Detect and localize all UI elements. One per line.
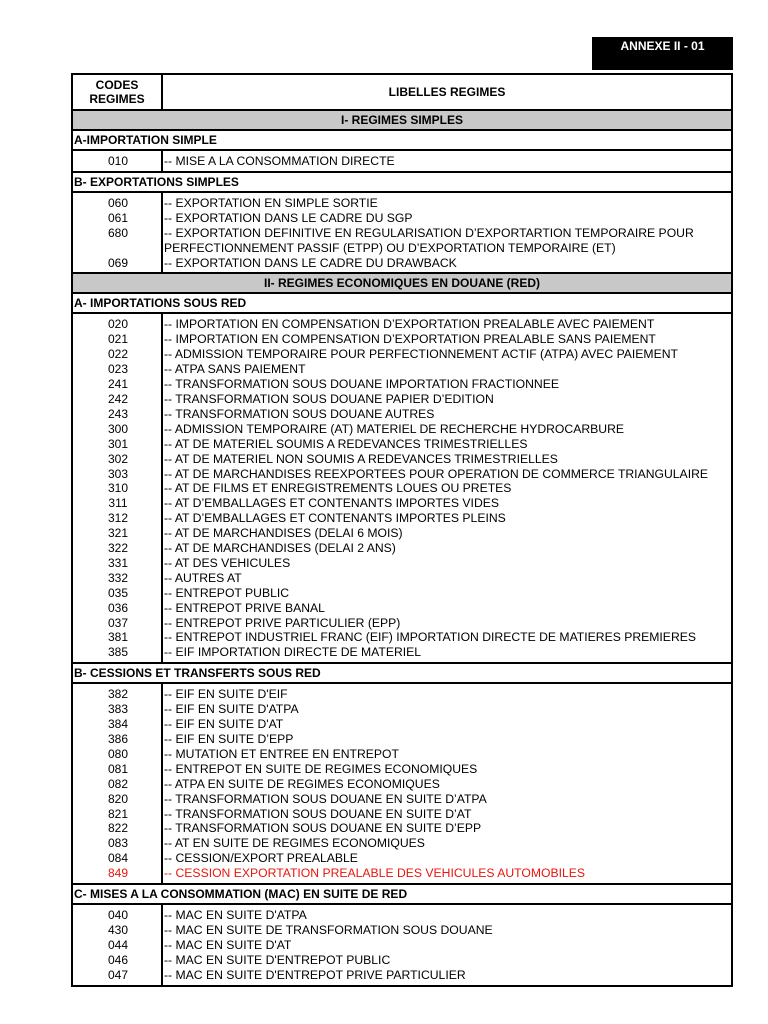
regime-label: -- MAC EN SUITE DE TRANSFORMATION SOUS DOUANE [164, 922, 493, 937]
labels-column [163, 905, 731, 985]
regime-label: -- ENTREPOT INDUSTRIEL FRANC (EIF) IMPORTATION DIRECTE DE MATIERES PREMIERES [164, 630, 696, 645]
libelles-header: LIBELLES REGIMES [388, 85, 506, 99]
regime-code: 303 [107, 466, 129, 481]
regime-code: 081 [107, 761, 129, 776]
part1-title: I- REGIMES SIMPLES [73, 111, 731, 131]
regime-code: 383 [107, 702, 129, 717]
regime-code: 384 [107, 717, 129, 732]
regime-code: 060 [107, 195, 129, 210]
regime-label: -- AT DES VEHICULES [164, 555, 291, 570]
regime-code: 047 [107, 967, 129, 982]
regime-code: 311 [108, 496, 128, 511]
labels-column [163, 684, 731, 883]
table-header [73, 75, 731, 111]
row-group [73, 151, 731, 173]
regime-label: -- MAC EN SUITE D'ATPA [164, 908, 307, 923]
regime-label: -- ADMISSION TEMPORAIRE POUR PERFECTIONNEMENT ACTIF (ATPA) AVEC PAIEMENT [164, 347, 678, 362]
regime-label: -- TRANSFORMATION SOUS DOUANE IMPORTATION FRACTIONNEE [164, 377, 559, 392]
section-title: C- MISES A LA CONSOMMATION (MAC) EN SUITE DE RED [73, 885, 731, 905]
regime-label: -- TRANSFORMATION SOUS DOUANE PAPIER D’EDITION [164, 391, 494, 406]
regime-code: 321 [107, 526, 129, 541]
codes-header-line1: CODES [95, 78, 139, 92]
regime-code: 243 [107, 406, 129, 421]
row-group [73, 684, 731, 885]
labels-column [163, 193, 731, 273]
codes-column [73, 193, 163, 273]
regime-label: -- AUTRES AT [164, 570, 242, 585]
regime-code: 010 [107, 154, 129, 168]
regime-code: 332 [107, 570, 129, 585]
regime-label: -- MUTATION ET ENTREE EN ENTREPOT [164, 746, 399, 761]
regime-label: -- EIF EN SUITE D’EPP [164, 732, 294, 746]
regime-code: 241 [107, 377, 129, 392]
section-title: B- CESSIONS ET TRANSFERTS SOUS RED [73, 664, 731, 684]
regime-label: -- AT DE FILMS ET ENREGISTREMENTS LOUES OU PRETES [164, 481, 512, 496]
regime-code: 820 [107, 791, 129, 806]
regime-label: -- AT D’EMBALLAGES ET CONTENANTS IMPORTES VIDES [164, 496, 499, 511]
regime-label: -- CESSION EXPORTATION PREALABLE DES VEHICULES AUTOMOBILES [164, 866, 586, 881]
annexe-label: ANNEXE II - 01 [592, 37, 733, 70]
regime-code: 242 [107, 391, 129, 406]
regime-label: -- ATPA EN SUITE DE REGIMES ECONOMIQUES [164, 776, 440, 791]
regimes-table [71, 73, 733, 987]
regime-code: 080 [107, 746, 129, 761]
regime-label: -- EIF IMPORTATION DIRECTE DE MATERIEL [164, 645, 422, 660]
section-title: B- EXPORTATIONS SIMPLES [73, 173, 731, 193]
regime-label: -- EIF EN SUITE D'ATPA [164, 702, 299, 717]
section-title: A-IMPORTATION SIMPLE [73, 131, 731, 151]
regime-label: -- IMPORTATION EN COMPENSATION D’EXPORTATION PREALABLE AVEC PAIEMENT [164, 317, 655, 332]
regime-code: 312 [107, 511, 129, 526]
regime-label: -- IMPORTATION EN COMPENSATION D’EXPORTATION PREALABLE SANS PAIEMENT [164, 332, 656, 347]
regime-code: 300 [107, 421, 129, 436]
regime-code: 069 [107, 255, 129, 270]
regime-code: 302 [107, 451, 129, 466]
labels-column [163, 314, 731, 662]
regime-label: -- ENTREPOT PUBLIC [164, 585, 290, 600]
codes-header-line2: REGIMES [89, 92, 145, 106]
row-group [73, 193, 731, 275]
regime-label: -- AT DE MATERIEL SOUMIS A REDEVANCES TRIMESTRIELLES [164, 436, 528, 451]
regime-code: 035 [107, 585, 129, 600]
regime-code: 382 [107, 687, 129, 702]
regime-code: 331 [107, 555, 129, 570]
regime-label: -- EXPORTATION DEFINITIVE EN REGULARISATION D’EXPORTARTION TEMPORAIRE POUR [164, 225, 694, 240]
regime-code: 040 [107, 908, 129, 923]
regime-label: -- AT D’EMBALLAGES ET CONTENANTS IMPORTES PLEINS [164, 511, 506, 526]
regime-label: -- AT DE MARCHANDISES REEXPORTEES POUR OPERATION DE COMMERCE TRIANGULAIRE [164, 466, 709, 481]
regime-code: 310 [107, 481, 129, 496]
regime-code: 037 [107, 615, 129, 630]
regime-label: -- EXPORTATION DANS LE CADRE DU DRAWBACK [164, 255, 457, 270]
regime-code: 022 [107, 347, 129, 362]
regime-code: 386 [107, 732, 129, 746]
row-group [73, 905, 731, 985]
regime-label: -- TRANSFORMATION SOUS DOUANE EN SUITE D’ATPA [164, 791, 487, 806]
regime-label: -- ATPA SANS PAIEMENT [164, 362, 306, 377]
regime-code: 821 [107, 806, 129, 821]
regime-label: -- MAC EN SUITE D'ENTREPOT PUBLIC [164, 952, 391, 967]
regime-label: -- AT EN SUITE DE REGIMES ECONOMIQUES [164, 836, 425, 851]
codes-header [73, 75, 163, 109]
regime-label: -- ADMISSION TEMPORAIRE (AT) MATERIEL DE RECHERCHE HYDROCARBURE [164, 421, 625, 436]
regime-label: -- TRANSFORMATION SOUS DOUANE EN SUITE D’AT [164, 806, 472, 821]
regime-code: 044 [107, 937, 129, 952]
regime-code: 020 [107, 317, 129, 332]
section-title: A- IMPORTATIONS SOUS RED [73, 294, 731, 314]
regime-code: 822 [107, 821, 129, 836]
regime-code: 023 [107, 362, 129, 377]
codes-column [73, 684, 163, 883]
regime-code [73, 241, 163, 256]
codes-column [73, 151, 163, 171]
regime-label: -- EIF EN SUITE D'AT [164, 717, 284, 732]
regime-label: -- ENTREPOT EN SUITE DE REGIMES ECONOMIQUES [164, 761, 478, 776]
regime-code: 385 [107, 645, 129, 660]
regime-label: -- CESSION/EXPORT PREALABLE [164, 851, 358, 866]
regime-code: 680 [107, 225, 129, 240]
regime-code: 061 [107, 210, 129, 225]
labels-column [163, 151, 731, 171]
regime-code: 322 [107, 541, 129, 556]
row-group [73, 314, 731, 664]
regime-code: 301 [107, 436, 129, 451]
regime-label: -- MISE A LA CONSOMMATION DIRECTE [164, 154, 395, 168]
regime-label: -- AT DE MATERIEL NON SOUMIS A REDEVANCES TRIMESTRIELLES [164, 451, 558, 466]
regime-label: -- EIF EN SUITE D'EIF [164, 687, 288, 702]
regime-label: -- TRANSFORMATION SOUS DOUANE EN SUITE D’EPP [164, 821, 482, 836]
regime-label: -- TRANSFORMATION SOUS DOUANE AUTRES [164, 406, 435, 421]
codes-column [73, 314, 163, 662]
regime-code: 381 [107, 630, 129, 645]
regime-code: 036 [107, 600, 129, 615]
regime-label: -- AT DE MARCHANDISES (DELAI 6 MOIS) [164, 526, 403, 541]
regime-label: -- EXPORTATION DANS LE CADRE DU SGP [164, 210, 413, 225]
regime-code: 046 [107, 952, 129, 967]
codes-column [73, 905, 163, 985]
regime-code: 021 [107, 332, 129, 347]
part2-title: II- REGIMES ECONOMIQUES EN DOUANE (RED) [73, 274, 731, 294]
regime-label: -- MAC EN SUITE D'ENTREPOT PRIVE PARTICULIER [164, 967, 466, 982]
regime-label: PERFECTIONNEMENT PASSIF (ETPP) OU D’EXPORTATION TEMPORAIRE (ET) [164, 240, 616, 255]
regime-code: 849 [107, 866, 129, 881]
regime-label: -- MAC EN SUITE D'AT [164, 937, 292, 952]
regime-code: 430 [107, 922, 129, 937]
regime-code: 083 [107, 836, 129, 851]
regime-label: -- ENTREPOT PRIVE BANAL [164, 600, 325, 615]
regime-label: -- ENTREPOT PRIVE PARTICULIER (EPP) [164, 615, 401, 630]
regime-label: -- AT DE MARCHANDISES (DELAI 2 ANS) [164, 541, 396, 556]
regime-code: 082 [107, 776, 129, 791]
regime-label: -- EXPORTATION EN SIMPLE SORTIE [164, 195, 378, 210]
regime-code: 084 [107, 851, 129, 866]
